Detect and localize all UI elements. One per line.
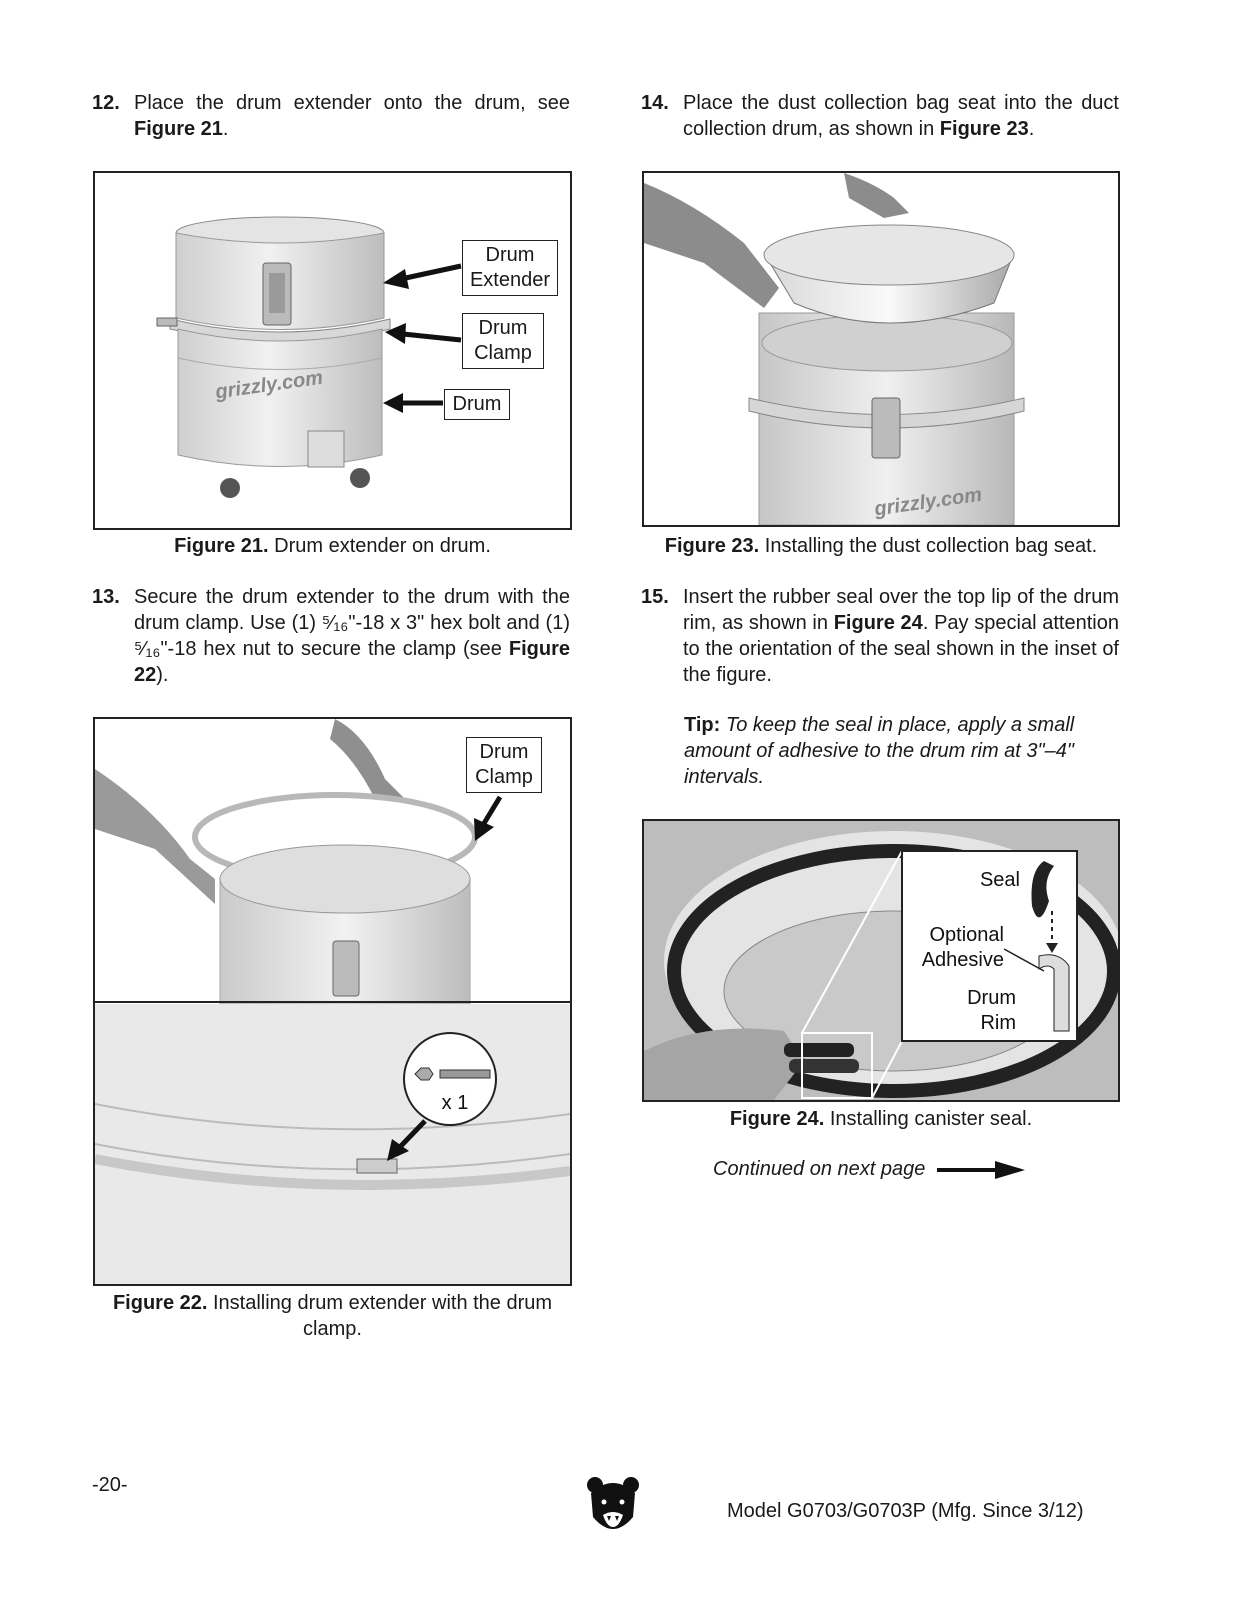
step-number: 12. [92,92,120,114]
page-number: -20- [92,1474,128,1496]
figure-reference[interactable]: Figure 24 [833,612,923,634]
figure-23 [642,171,1120,527]
figure-22 [93,717,572,1286]
tip-text: To keep the seal in place, apply a small amount of adhesive to the drum rim at 3"–4" intervals. [684,714,1075,788]
drum-logo: grizzly.com [214,366,325,404]
step-text: Place the dust collection bag seat into the duct collection drum, as shown in Figure 23. [683,92,1119,140]
figure-reference[interactable]: Figure 23 [939,118,1029,140]
tip-note [684,712,1120,790]
figure-21-caption: Figure 21. Drum extender on drum. [174,535,491,557]
step-number: 14. [641,92,669,114]
step-13 [92,584,570,688]
bag-seat-illustration [644,173,1118,525]
model-info: Model G0703/G0703P (Mfg. Since 3/12) [727,1500,1084,1522]
step-text: Insert the rubber seal over the top lip of the drum rim, as shown in Figure 24. Pay special attention to the orientation of the seal shown in the inset of the figure. [683,586,1119,686]
tip-label: Tip: [684,714,721,736]
canister-seal-illustration [644,821,1118,1100]
figure-22-caption: Figure 22. Installing drum extender with the drum clamp. [112,1292,553,1340]
figure-21 [93,171,572,530]
inset-label-adhesive-2: Adhesive [921,949,1004,971]
continued-note: Continued on next page [713,1158,1027,1181]
step-12 [92,90,570,142]
callout-drum-extender: Drum Extender [462,240,558,296]
drum-logo: grizzly.com [873,483,984,521]
inset-label-seal: Seal [979,869,1020,891]
figure-reference[interactable]: Figure 22 [134,638,570,686]
inset-label-rim-1: Drum [967,987,1016,1009]
figure-24-caption: Figure 24. Installing canister seal. [729,1108,1033,1130]
drum-clamp-illustration [95,719,570,1284]
callout-drum: Drum [444,389,510,420]
figure-24 [642,819,1120,1102]
inset-label-rim-2: Rim [980,1012,1016,1034]
hardware-quantity: x 1 [441,1092,469,1114]
step-text: Place the drum extender onto the drum, see Figure 21. [134,92,570,140]
arrow-right-icon [937,1160,1027,1180]
figure-23-caption: Figure 23. Installing the dust collection bag seat. [664,535,1098,557]
step-15 [641,584,1119,688]
step-number: 13. [92,586,120,608]
figure-reference[interactable]: Figure 21 [134,118,223,140]
inset-label-adhesive-1: Optional [929,924,1004,946]
bear-logo-icon [586,1475,640,1539]
step-text: Secure the drum extender to the drum with the drum clamp. Use (1) ⁵⁄₁₆"-18 x 3" hex bolt and (1) ⁵⁄₁₆"-18 hex nut to secure the clamp (see Figure 22). [134,586,570,686]
callout-drum-clamp: Drum Clamp [462,313,544,369]
step-14 [641,90,1119,142]
step-number: 15. [641,586,669,608]
callout-drum-clamp: Drum Clamp [466,737,542,793]
